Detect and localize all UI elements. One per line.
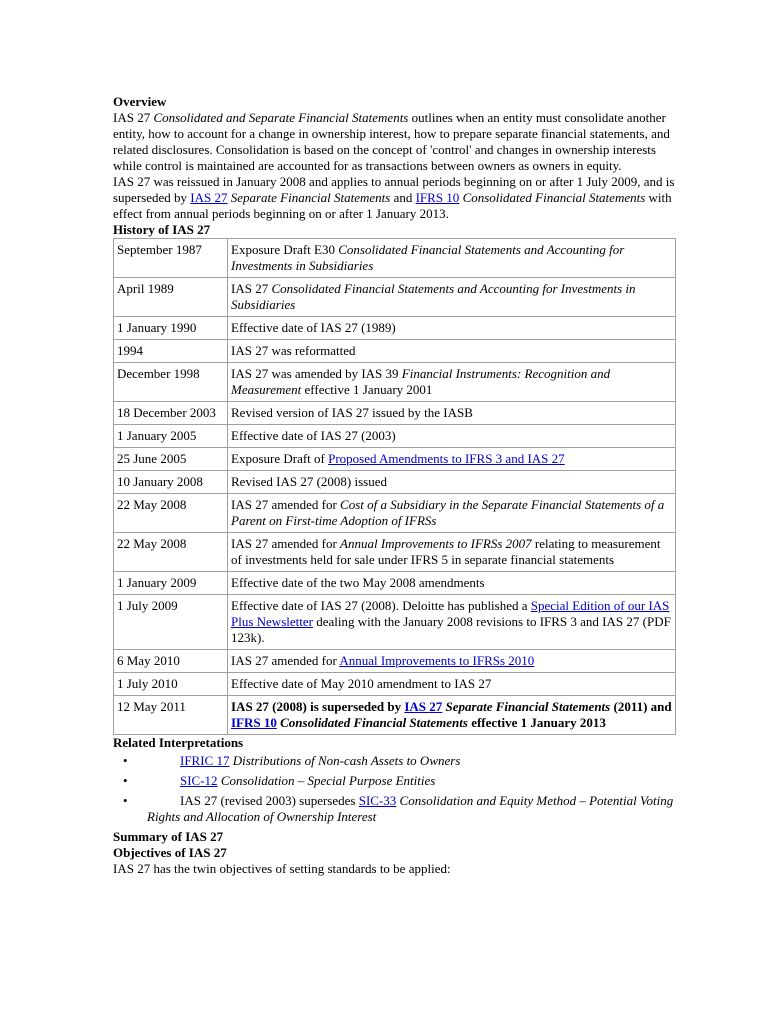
ifric17-link[interactable]: IFRIC 17 [180,753,230,768]
standard-title: Consolidated Financial Statements [280,715,468,730]
table-row [114,278,676,317]
history-description [228,673,676,696]
ifrs10-link[interactable]: IFRS 10 [231,715,277,730]
history-date: 1 July 2010 [114,673,228,696]
history-date: 1994 [114,340,228,363]
standard-title: Consolidated Financial Statements and Accounting for Investments in Subsidiaries [231,281,636,312]
history-description [228,402,676,425]
history-link[interactable]: Special Edition of our IAS Plus Newsletter [231,598,670,629]
table-row [114,533,676,572]
history-heading: History of IAS 27 [113,222,211,237]
history-date: 1 July 2009 [114,595,228,650]
sic12-link[interactable]: SIC-12 [180,773,218,788]
interpretation-title: Consolidation and Equity Method – Potential Voting Rights and Allocation of Ownership Interest [147,793,674,824]
text: effective 1 January 2001 [301,382,433,397]
ias27-link[interactable]: IAS 27 [404,699,443,714]
history-description [228,494,676,533]
related-list [113,753,678,825]
table-row [114,363,676,402]
table-row [114,572,676,595]
bullet-icon: • [123,773,128,788]
text: Effective date of May 2010 amendment to IAS 27 [231,676,492,691]
ifrs10-link[interactable]: IFRS 10 [415,190,460,205]
history-date: December 1998 [114,363,228,402]
history-description [228,650,676,673]
history-description [228,363,676,402]
text: Effective date of IAS 27 (2008). Deloitte has published a [231,598,531,613]
history-table [113,238,676,735]
text: Effective date of IAS 27 (2003) [231,428,396,443]
interpretation-title: Distributions of Non-cash Assets to Owners [229,753,461,768]
list-item [113,753,678,769]
history-description [228,595,676,650]
list-item [113,793,678,825]
standard-title: Separate Financial Statements [230,190,391,205]
text: outlines when an entity must consolidate another entity, how to account for a change in ownership interest, how to prepare separate financial statements, and related disclosures. Consolidation is based on the concept of 'control' and changes in ownership interests while control is maintained are accounted for as transactions between owners as owners in equity. [113,110,670,173]
text: Effective date of the two May 2008 amendments [231,575,485,590]
table-row [114,471,676,494]
list-item [113,773,678,789]
text: relating to measurement of investments held for sale under IFRS 5 in separate financial statements [231,536,661,567]
table-row [114,673,676,696]
text: Exposure Draft of [231,451,329,466]
standard-title: Separate Financial Statements [445,699,611,714]
text: IAS 27 (2008) is superseded by [231,699,405,714]
history-date: 22 May 2008 [114,533,228,572]
text: IAS 27 amended for [231,536,341,551]
text: effective 1 January 2013 [467,715,606,730]
bullet-icon: • [123,793,128,808]
standard-title: Consolidated and Separate Financial Statements [153,110,409,125]
summary-heading: Summary of IAS 27 [113,829,224,844]
history-date: 6 May 2010 [114,650,228,673]
text: Revised version of IAS 27 issued by the IASB [231,405,473,420]
history-description [228,239,676,278]
history-date: 18 December 2003 [114,402,228,425]
table-row [114,494,676,533]
history-description [228,696,676,735]
standard-title: Cost of a Subsidiary in the Separate Financial Statements of a Parent on First-time Adoption of IFRSs [231,497,665,528]
table-row [114,425,676,448]
history-link[interactable]: Proposed Amendments to IFRS 3 and IAS 27 [328,451,565,466]
history-link[interactable]: Annual Improvements to IFRSs 2010 [339,653,535,668]
sic33-link[interactable]: SIC-33 [358,793,397,808]
history-description [228,317,676,340]
history-description [228,278,676,317]
text: Revised IAS 27 (2008) issued [231,474,387,489]
table-row [114,650,676,673]
text: IAS 27 [231,281,272,296]
history-description [228,572,676,595]
history-date: 10 January 2008 [114,471,228,494]
overview-paragraph-1 [113,110,678,174]
table-row [114,317,676,340]
text: IAS 27 [113,110,154,125]
text: and [390,190,416,205]
text: IAS 27 was reissued in January 2008 and applies to annual periods beginning on or after 1 July 2009, and is superseded by [113,174,675,205]
standard-title: Annual Improvements to IFRSs 2007 [340,536,532,551]
standard-title: Consolidated Financial Statements and Accounting for Investments in Subsidiaries [231,242,625,273]
table-row [114,595,676,650]
text: IAS 27 amended for [231,653,340,668]
table-row [114,696,676,735]
history-description [228,448,676,471]
related-heading: Related Interpretations [113,735,244,750]
overview-heading: Overview [113,94,167,109]
text: (2011) and [610,699,672,714]
ias27-link[interactable]: IAS 27 [190,190,228,205]
standard-title: Consolidated Financial Statements [462,190,646,205]
standard-title: Financial Instruments: Recognition and Measurement [231,366,611,397]
history-date: 25 June 2005 [114,448,228,471]
table-row [114,340,676,363]
history-date: 22 May 2008 [114,494,228,533]
table-row [114,402,676,425]
history-date: 12 May 2011 [114,696,228,735]
history-description [228,425,676,448]
history-description [228,471,676,494]
list-item-text [147,793,678,825]
table-row [114,239,676,278]
text: IAS 27 was reformatted [231,343,356,358]
table-row [114,448,676,471]
history-description [228,340,676,363]
objectives-text: IAS 27 has the twin objectives of setting standards to be applied: [113,861,451,876]
overview-paragraph-2 [113,174,678,222]
bullet-icon: • [123,753,128,768]
text: Effective date of IAS 27 (1989) [231,320,396,335]
text: dealing with the January 2008 revisions to IFRS 3 and IAS 27 (PDF 123k). [231,614,671,645]
text: IAS 27 was amended by IAS 39 [231,366,402,381]
history-date: 1 January 1990 [114,317,228,340]
history-date: September 1987 [114,239,228,278]
text: IAS 27 (revised 2003) supersedes [180,793,359,808]
history-date: 1 January 2005 [114,425,228,448]
text: Exposure Draft E30 [231,242,339,257]
text: IAS 27 amended for [231,497,341,512]
history-date: April 1989 [114,278,228,317]
text: with effect from annual periods beginning on or after 1 January 2013. [113,190,672,221]
interpretation-title: Consolidation – Special Purpose Entities [217,773,436,788]
history-description [228,533,676,572]
objectives-heading: Objectives of IAS 27 [113,845,227,860]
history-date: 1 January 2009 [114,572,228,595]
